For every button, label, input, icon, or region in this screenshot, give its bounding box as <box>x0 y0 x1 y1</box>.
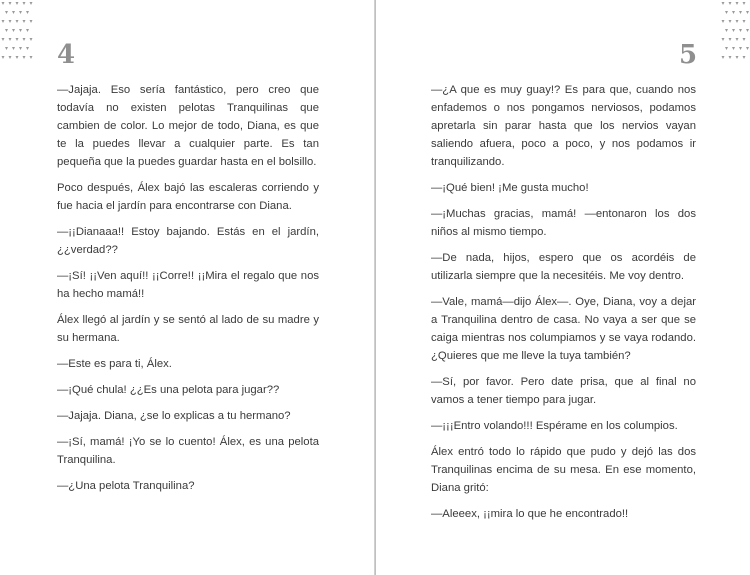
paragraph: —¡Qué chula! ¿¿Es una pelota para jugar?? <box>57 384 280 396</box>
triangle-mark <box>19 47 22 50</box>
triangle-mark <box>729 56 732 59</box>
triangle-mark <box>30 56 33 59</box>
paragraph: Álex entró todo lo rápido que pudo y dejó las dos Tranquilinas encima de su mesa. En ese momento, Diana gritó: <box>431 446 696 494</box>
triangle-mark <box>2 38 5 41</box>
triangle-mark <box>30 38 33 41</box>
triangle-mark <box>736 56 739 59</box>
paragraph: —¡Muchas gracias, mamá! —entonaron los dos niños al mismo tiempo. <box>431 208 696 238</box>
triangle-mark <box>2 56 5 59</box>
paragraph: —¿Una pelota Tranquilina? <box>57 480 195 492</box>
triangle-mark <box>16 2 19 5</box>
triangle-mark <box>739 11 742 14</box>
triangle-mark <box>9 38 12 41</box>
triangle-mark <box>5 11 8 14</box>
triangle-mark <box>16 38 19 41</box>
triangle-mark <box>743 2 746 5</box>
triangle-mark <box>739 29 742 32</box>
triangle-mark <box>743 38 746 41</box>
triangle-mark <box>23 38 26 41</box>
triangle-mark <box>746 29 749 32</box>
triangle-mark <box>5 47 8 50</box>
paragraph: —Este es para ti, Álex. <box>57 358 172 370</box>
triangle-mark <box>722 20 725 23</box>
triangle-mark <box>26 29 29 32</box>
triangle-mark <box>729 38 732 41</box>
triangle-mark <box>9 56 12 59</box>
paragraph: Álex llegó al jardín y se sentó al lado de su madre y su hermana. <box>57 314 319 344</box>
triangle-mark <box>5 29 8 32</box>
triangle-mark <box>732 11 735 14</box>
paragraph: —Vale, mamá—dijo Álex—. Oye, Diana, voy a dejar a Tranquilina dentro de casa. No vaya a ser que se caiga mientras nos columpiamos y se vaya rodando. ¿Quieres que me lleve la tuya también? <box>431 296 696 362</box>
paragraph: —De nada, hijos, espero que os acordéis de utilizarla siempre que la necesitéis. Me voy dentro. <box>431 252 696 282</box>
triangle-mark <box>725 47 728 50</box>
triangle-mark <box>26 11 29 14</box>
triangle-mark <box>729 2 732 5</box>
triangle-mark <box>16 56 19 59</box>
paragraph: —Aleeex, ¡¡mira lo que he encontrado!! <box>431 508 629 520</box>
paragraph: —Sí, por favor. Pero date prisa, que al final no vamos a tener tiempo para jugar. <box>431 376 696 406</box>
triangle-mark <box>743 20 746 23</box>
triangle-mark <box>722 38 725 41</box>
triangle-mark <box>729 20 732 23</box>
paragraph: —¡¡¡Entro volando!!! Espérame en los columpios. <box>431 420 678 432</box>
paragraph: —¡¡Dianaaa!! Estoy bajando. Estás en el jardín, ¿¿verdad?? <box>57 226 319 256</box>
paragraph: —¡Sí, mamá! ¡Yo se lo cuento! Álex, es una pelota Tranquilina. <box>57 436 319 466</box>
page-number-right: 5 <box>679 40 698 70</box>
paragraph: Poco después, Álex bajó las escaleras corriendo y fue hacia el jardín para encontrarse con Diana. <box>57 182 319 212</box>
triangle-mark <box>739 47 742 50</box>
paragraph: —¡Qué bien! ¡Me gusta mucho! <box>431 182 589 194</box>
triangle-mark <box>23 56 26 59</box>
triangle-mark <box>12 47 15 50</box>
left-page-text <box>57 81 319 503</box>
triangle-mark <box>722 2 725 5</box>
triangle-mark <box>736 38 739 41</box>
triangle-mark <box>9 2 12 5</box>
triangle-mark <box>722 56 725 59</box>
triangle-mark <box>746 47 749 50</box>
paragraph: —Jajaja. Diana, ¿se lo explicas a tu hermano? <box>57 410 291 422</box>
triangle-mark <box>19 29 22 32</box>
triangle-mark <box>743 56 746 59</box>
page-number-left: 4 <box>57 40 76 70</box>
triangle-mark <box>2 20 5 23</box>
triangle-mark <box>16 20 19 23</box>
triangle-mark <box>2 2 5 5</box>
triangle-mark <box>26 47 29 50</box>
triangle-mark <box>30 20 33 23</box>
triangle-mark <box>746 11 749 14</box>
triangle-mark <box>736 20 739 23</box>
triangle-pattern-left <box>0 0 34 66</box>
triangle-mark <box>736 2 739 5</box>
triangle-mark <box>12 29 15 32</box>
triangle-mark <box>725 29 728 32</box>
triangle-mark <box>19 11 22 14</box>
triangle-mark <box>9 20 12 23</box>
paragraph: —Jajaja. Eso sería fantástico, pero creo que todavía no existen pelotas Tranquilinas que cambien de color. Lo mejor de todo, Diana, es que te la puedes llevar a cualquier parte. Es tan pequeña que la puedes guardar hasta en el bolsillo. <box>57 84 319 168</box>
triangle-mark <box>23 20 26 23</box>
triangle-pattern-right <box>720 0 750 66</box>
triangle-mark <box>23 2 26 5</box>
triangle-mark <box>732 47 735 50</box>
triangle-mark <box>725 11 728 14</box>
triangle-mark <box>30 2 33 5</box>
paragraph: —¿A que es muy guay!? Es para que, cuando nos enfademos o nos pongamos nerviosos, podamos apretarla sin parar hasta que los nervios vayan saliendo afuera, poco a poco, y nos podamos ir tranquilizando. <box>431 84 696 168</box>
triangle-mark <box>12 11 15 14</box>
triangle-mark <box>732 29 735 32</box>
paragraph: —¡Sí! ¡¡Ven aquí!! ¡¡Corre!! ¡¡Mira el regalo que nos ha hecho mamá!! <box>57 270 319 300</box>
right-page <box>376 0 750 575</box>
right-page-text <box>431 81 696 531</box>
